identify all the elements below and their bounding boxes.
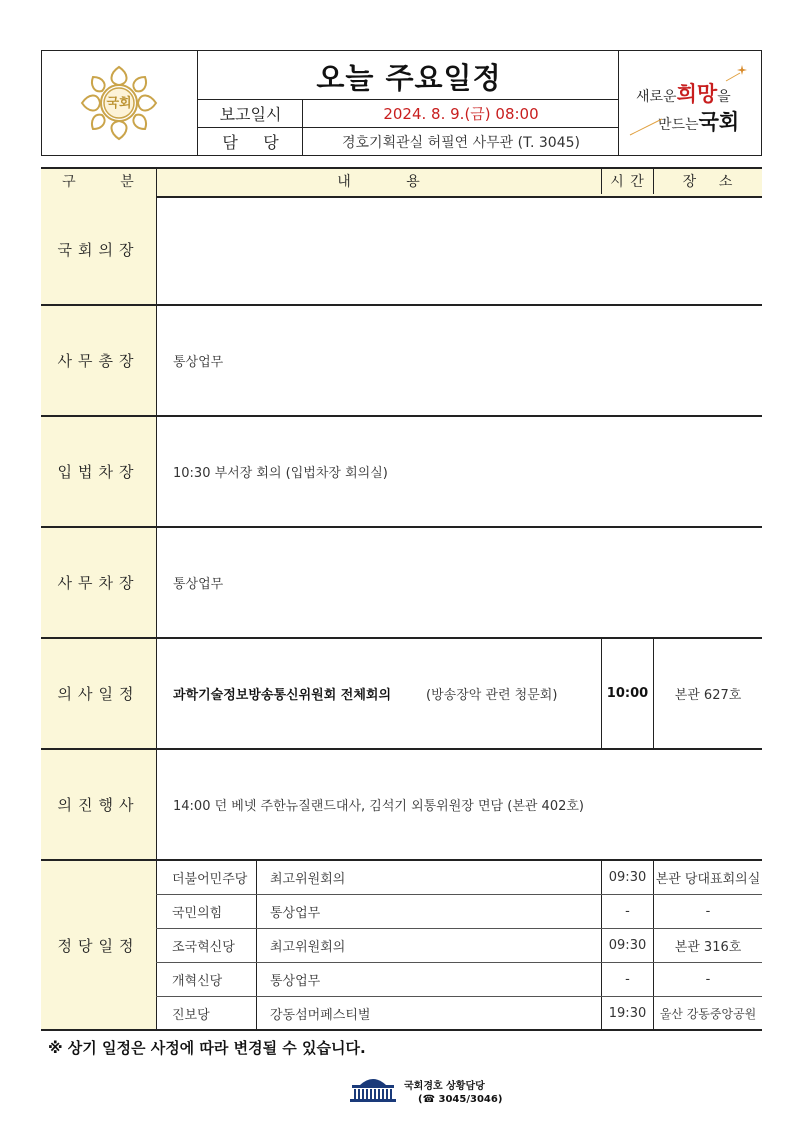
party-time: 19:30 xyxy=(608,1005,647,1021)
row-label-legislative-deputy: 입법차장 xyxy=(41,416,156,527)
slogan-word-assembly: 국회 xyxy=(698,110,740,134)
secretary-general-content: 통상업무 xyxy=(173,355,224,370)
party-place: 본관 316호 xyxy=(674,939,742,955)
party-content: 최고위원회의 xyxy=(270,939,346,955)
party-place: - xyxy=(705,903,711,919)
deputy-secretary-content: 통상업무 xyxy=(173,577,224,592)
party-time: 09:30 xyxy=(608,937,647,953)
contact-value: 경호기획관실 허필연 사무관 (T. 3045) xyxy=(342,134,580,151)
row-label-secretary-general: 사무총장 xyxy=(41,305,156,416)
header-time: 시 간 xyxy=(610,173,645,190)
party-name: 진보당 xyxy=(172,1007,210,1023)
party-time: 09:30 xyxy=(608,869,647,885)
emblem-text: 국회 xyxy=(106,96,132,111)
party-content: 통상업무 xyxy=(270,973,321,989)
party-name: 개혁신당 xyxy=(172,973,223,989)
header-place: 장 소 xyxy=(682,173,734,190)
party-name: 국민의힘 xyxy=(172,905,223,921)
report-time-label: 보고일시 xyxy=(219,105,282,124)
party-content: 통상업무 xyxy=(270,905,321,921)
assembly-building-icon xyxy=(346,1073,400,1103)
footer-department: 국회경호 상황담당 xyxy=(404,1081,485,1092)
party-name: 더불어민주당 xyxy=(172,871,248,887)
report-time-value: 2024. 8. 9.(금) 08:00 xyxy=(383,105,539,123)
schedule-table xyxy=(41,167,762,1031)
row-label-speaker: 국회의장 xyxy=(41,194,156,305)
party-place: 울산 강동중앙공원 xyxy=(659,1006,757,1021)
header-content: 내 용 xyxy=(337,173,421,190)
header-box xyxy=(41,50,762,156)
slogan-word-new: 새로운 xyxy=(636,89,677,105)
party-content: 최고위원회의 xyxy=(270,871,346,887)
session-note: (방송장악 관련 청문회) xyxy=(426,688,558,703)
slogan-word-making: 만드는 xyxy=(658,117,699,133)
contact-label: 담 당 xyxy=(222,133,279,152)
party-time: - xyxy=(625,903,630,919)
slogan-word-hope: 희망 xyxy=(676,82,718,106)
slogan-word-particle: 을 xyxy=(717,89,731,105)
row-label-party-schedule: 정당일정 xyxy=(41,860,156,1031)
party-content: 강동섬머페스티벌 xyxy=(270,1007,371,1023)
session-content: 과학기술정보방송통신위원회 전체회의 xyxy=(173,688,392,703)
row-label-events: 의진행사 xyxy=(41,749,156,860)
party-name: 조국혁신당 xyxy=(172,939,235,955)
slogan-swoosh-icon xyxy=(628,117,668,137)
party-place: - xyxy=(705,971,711,987)
header-category: 구 분 xyxy=(62,173,135,190)
events-content: 14:00 던 베넷 주한뉴질랜드대사, 김석기 외통위원장 면담 (본관 402호) xyxy=(173,799,585,814)
party-time: - xyxy=(625,971,630,987)
session-place: 본관 627호 xyxy=(674,688,742,703)
session-time: 10:00 xyxy=(606,686,649,701)
row-label-deputy-secretary: 사무차장 xyxy=(41,527,156,638)
slogan-logo xyxy=(620,51,761,155)
row-label-session: 의사일정 xyxy=(41,638,156,749)
schedule-change-note: ※ 상기 일정은 사정에 따라 변경될 수 있습니다. xyxy=(48,1039,366,1057)
page-title: 오늘 주요일정 xyxy=(316,60,502,95)
party-place: 본관 당대표회의실 xyxy=(655,871,761,887)
footer-phone: (☎ 3045/3046) xyxy=(418,1094,503,1105)
legislative-deputy-content: 10:30 부서장 회의 (입법차장 회의실) xyxy=(173,466,388,481)
